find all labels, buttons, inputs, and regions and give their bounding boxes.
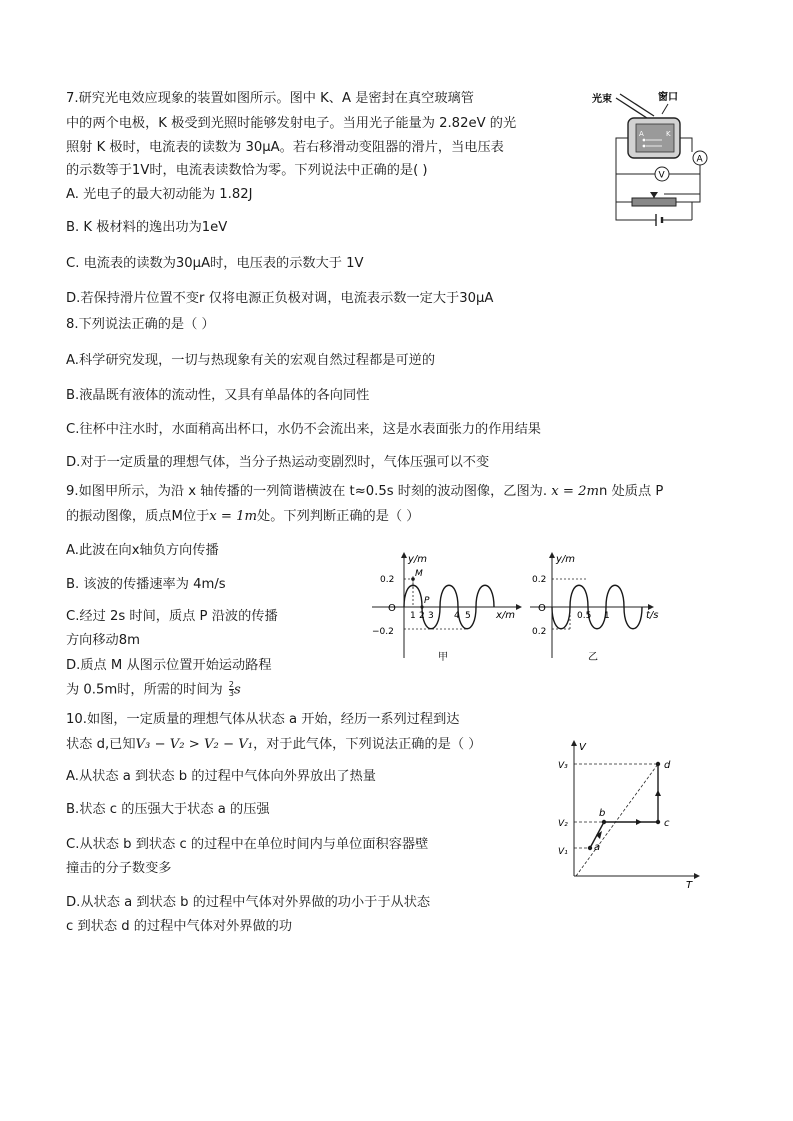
q9-option-d-line-2	[66, 681, 241, 700]
q9-option-a: A.此波在向x轴负方向传播	[66, 543, 219, 558]
q10-option-d-line-1: D.从状态 a 到状态 b 的过程中气体对外界做的功小于于从状态	[66, 895, 431, 910]
state-b-label: b	[599, 808, 606, 819]
jia-y-neg-label: −0.2	[372, 627, 394, 637]
q9-option-b: B. 该波的传播速率为 4m/s	[66, 577, 226, 592]
yi-tick-0-5: 0.5	[577, 611, 592, 621]
wave-graph-jia	[366, 548, 526, 668]
q9-option-c-line-2: 方向移动8m	[66, 633, 140, 648]
yi-caption: 乙	[588, 652, 598, 663]
yi-y-pos-label: 0.2	[532, 575, 547, 585]
q9-stem-text-2b: 处。下列判断正确的是（ ）	[257, 509, 420, 524]
q9-stem-text-2a: 的振动图像，质点M位于	[66, 509, 210, 524]
rheostat-symbol	[632, 198, 676, 206]
jia-x-axis-label: x/m	[496, 610, 516, 621]
jia-caption: 甲	[438, 652, 448, 663]
point-p-label: P	[424, 596, 430, 606]
jia-tick-3: 3	[428, 611, 434, 621]
q10-option-b: B.状态 c 的压强大于状态 a 的压强	[66, 802, 270, 817]
q9-stem-line-2	[66, 508, 420, 526]
yi-y-axis-label: y/m	[556, 554, 576, 565]
q7-option-a: A. 光电子的最大初动能为 1.82J	[66, 187, 253, 202]
v1-label: V₁	[558, 847, 568, 857]
yi-x-axis-label: t/s	[646, 610, 659, 621]
q9-option-d-text: 为 0.5m时，所需的时间为	[66, 682, 223, 698]
voltmeter-label: V	[658, 170, 665, 181]
q9-stem-tail: n 处质点 P	[599, 484, 664, 499]
q9-stem-line-1	[66, 483, 663, 501]
q7-option-c: C. 电流表的读数为30μA时，电压表的示数大于 1V	[66, 256, 364, 271]
fraction-unit: s	[234, 682, 241, 698]
vibration-graph-yi	[526, 548, 666, 668]
q8-option-c: C.往杯中注水时，水面稍高出杯口，水仍不会流出来，这是水表面张力的作用结果	[66, 422, 541, 437]
q8-option-d: D.对于一定质量的理想气体，当分子热运动变剧烈时，气体压强可以不变	[66, 455, 490, 470]
jia-y-pos-label: 0.2	[380, 575, 395, 585]
q9-stem-math-2: x = 1m	[209, 509, 258, 524]
jia-y-axis-label: y/m	[408, 554, 428, 565]
yi-tick-1: 1	[604, 611, 610, 621]
yi-y-neg-label: 0.2	[532, 627, 547, 637]
window-label: 窗口	[658, 92, 678, 103]
q7-option-b: B. K 极材料的逸出功为1eV	[66, 220, 228, 235]
q9-option-d-line-1: D.质点 M 从图示位置开始运动路程	[66, 658, 272, 673]
state-c-label: c	[664, 818, 670, 829]
q8-stem: 8.下列说法正确的是（ ）	[66, 317, 215, 332]
q10-stem-line-1: 10.如图，一定质量的理想气体从状态 a 开始，经历一系列过程到达	[66, 712, 460, 727]
state-a-label: a	[594, 842, 601, 853]
q10-stem-math: V₃ − V₂ > V₂ − V₁	[135, 737, 254, 752]
q10-option-a: A.从状态 a 到状态 b 的过程中气体向外界放出了热量	[66, 769, 376, 784]
q7-stem-line-3: 照射 K 极时，电流表的读数为 30μA。若右移滑动变阻器的滑片，当电压表	[66, 140, 504, 155]
q10-option-d-line-2: c 到状态 d 的过程中气体对外界做的功	[66, 919, 293, 934]
fraction-numerator: 2	[228, 680, 234, 689]
point-m-label: M	[415, 569, 423, 579]
q9-option-c-line-1: C.经过 2s 时间，质点 P 沿波的传播	[66, 609, 278, 624]
jia-tick-1: 1	[410, 611, 416, 621]
electrode-a-label: A	[639, 130, 644, 138]
q8-option-b: B.液晶既有液体的流动性，又具有单晶体的各向同性	[66, 388, 370, 403]
q7-stem-line-1: 7.研究光电效应现象的装置如图所示。图中 K、A 是密封在真空玻璃管	[66, 91, 474, 106]
beam-label: 光束	[592, 94, 612, 105]
ammeter-label: A	[696, 154, 703, 165]
jia-tick-4: 4	[454, 611, 460, 621]
q10-option-c-line-1: C.从状态 b 到状态 c 的过程中在单位时间内与单位面积容器壁	[66, 837, 429, 852]
q10-stem-text-b: ，对于此气体，下列说法正确的是（ ）	[253, 737, 482, 752]
q10-stem-line-2	[66, 736, 481, 754]
q7-option-d: D.若保持滑片位置不变r 仅将电源正负极对调，电流表示数一定大于30μA	[66, 291, 494, 306]
q7-stem-line-4: 的示数等于1V时，电流表读数恰为零。下列说法中正确的是( )	[66, 163, 428, 178]
q8-option-a: A.科学研究发现，一切与热现象有关的宏观自然过程都是可逆的	[66, 353, 436, 368]
q9-stem-math-1: x = 2m	[551, 484, 600, 499]
fraction-denominator: 3	[228, 689, 234, 698]
jia-tick-5: 5	[465, 611, 471, 621]
q10-option-c-line-2: 撞击的分子数变多	[66, 861, 172, 876]
jia-tick-2: 2	[419, 611, 425, 621]
vt-y-axis-label: V	[579, 742, 586, 753]
state-d-label: d	[664, 760, 671, 771]
q10-stem-text-a: 状态 d,已知	[66, 737, 136, 752]
v2-label: V₂	[558, 819, 568, 829]
q9-stem-text: 9.如图甲所示，为沿 x 轴传播的一列简谐横波在 t≈0.5s 时刻的波动图像，乙图为.	[66, 484, 548, 499]
v3-label: V₃	[558, 761, 568, 771]
electrode-k-label: K	[666, 130, 671, 138]
photoelectric-apparatus-figure	[588, 86, 718, 234]
q7-stem-line-2: 中的两个电极，K 极受到光照时能够发射电子。当用光子能量为 2.82eV 的光	[66, 116, 517, 131]
vt-x-axis-label: T	[686, 880, 693, 890]
jia-origin-label: O	[388, 603, 396, 614]
yi-origin-label: O	[538, 603, 546, 614]
volume-temperature-graph	[552, 738, 702, 890]
